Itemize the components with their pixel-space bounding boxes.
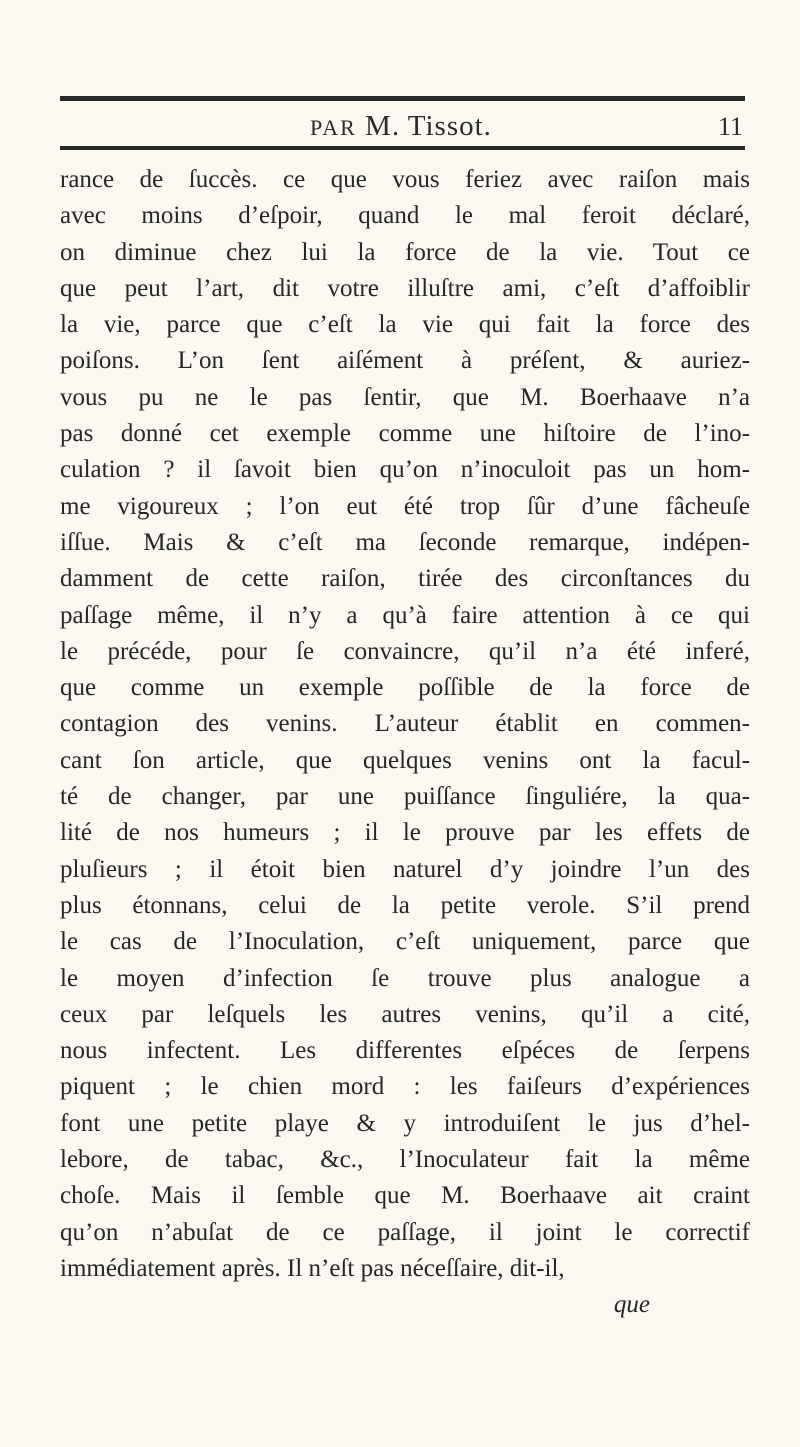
text-line: que comme un exemple poſſible de la force de: [60, 674, 750, 702]
text-line: le cas de l’Inoculation, c’eſt uniquement, parce que: [60, 928, 750, 956]
text-line: font une petite playe & y introduiſent le jus d’hel-: [60, 1109, 750, 1137]
running-head-author: M. Tissot.: [365, 110, 492, 142]
text-line: qu’on n’abuſat de ce paſſage, il joint le correctif: [60, 1218, 750, 1246]
text-line: avec moins d’eſpoir, quand le mal feroit déclaré,: [60, 202, 750, 230]
text-line: vous pu ne le pas ſentir, que M. Boerhaave n’a: [60, 383, 750, 411]
text-line: piquent ; le chien mord : les faiſeurs d’expériences: [60, 1073, 750, 1101]
text-line: plus étonnans, celui de la petite verole. S’il prend: [60, 891, 750, 919]
text-line: nous infectent. Les differentes eſpéces de ſerpens: [60, 1037, 750, 1065]
text-line: iſſue. Mais & c’eſt ma ſeconde remarque, indépen-: [60, 528, 750, 556]
text-line: paſſage même, il n’y a qu’à faire attention à ce qui: [60, 601, 750, 629]
text-line: pas donné cet exemple comme une hiſtoire de l’ino-: [60, 420, 750, 448]
running-head-prefix: PAR: [310, 115, 357, 140]
text-line: lité de nos humeurs ; il le prouve par les effets de: [60, 819, 750, 847]
text-line: que peut l’art, dit votre illuſtre ami, c’eſt d’affoiblir: [60, 274, 750, 302]
text-line: me vigoureux ; l’on eut été trop ſûr d’une fâcheuſe: [60, 492, 750, 520]
text-line: immédiatement après. Il n’eſt pas néceſſaire, dit-il,: [60, 1254, 565, 1282]
page-header: [60, 102, 745, 146]
text-line: la vie, parce que c’eſt la vie qui fait la force des: [60, 311, 750, 339]
header-rule-bottom: [60, 146, 745, 150]
text-line: le moyen d’infection ſe trouve plus analogue a: [60, 964, 750, 992]
page-number: 11: [717, 112, 743, 141]
text-line: le précéde, pour ſe convaincre, qu’il n’a été inferé,: [60, 637, 750, 665]
text-line: ceux par leſquels les autres venins, qu’il a cité,: [60, 1000, 750, 1028]
text-line: cant ſon article, que quelques venins ont la facul-: [60, 746, 750, 774]
header-rule-top: [60, 96, 745, 101]
text-line: lebore, de tabac, &c., l’Inoculateur fait la même: [60, 1146, 750, 1174]
body-text: [60, 162, 750, 1324]
text-line: té de changer, par une puiſſance ſinguliére, la qua-: [60, 783, 750, 811]
text-line: culation ? il ſavoit bien qu’on n’inoculoit pas un hom-: [60, 456, 750, 484]
text-line: pluſieurs ; il étoit bien naturel d’y joindre l’un des: [60, 855, 750, 883]
running-head: [310, 110, 492, 143]
text-line: rance de ſuccès. ce que vous feriez avec raiſon mais: [60, 166, 750, 193]
text-line: choſe. Mais il ſemble que M. Boerhaave ait craint: [60, 1182, 750, 1210]
text-line: damment de cette raiſon, tirée des circonſtances du: [60, 565, 750, 593]
text-line: poiſons. L’on ſent aiſément à préſent, & auriez-: [60, 347, 750, 375]
catchword: que: [613, 1291, 650, 1319]
text-line: contagion des venins. L’auteur établit en commen-: [60, 710, 750, 738]
text-line: on diminue chez lui la force de la vie. Tout ce: [60, 238, 750, 266]
